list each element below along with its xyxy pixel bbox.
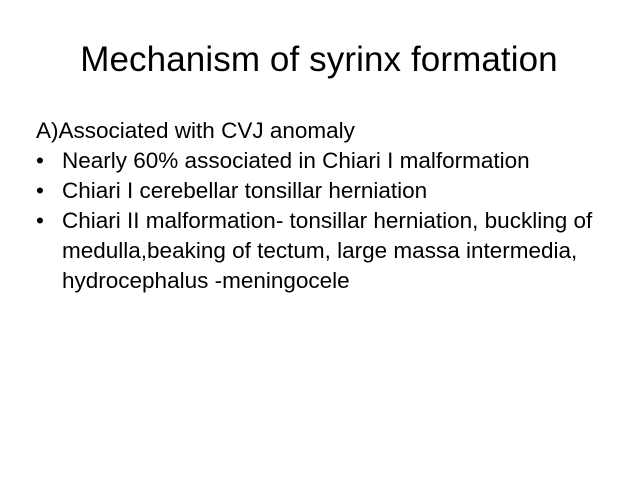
bullet-item xyxy=(36,176,616,206)
bullet-item xyxy=(36,146,616,176)
bullet-list xyxy=(36,146,616,296)
slide-title: Mechanism of syrinx formation xyxy=(80,40,558,79)
bullet-text: Nearly 60% associated in Chiari I malformation xyxy=(62,148,530,173)
bullet-item xyxy=(36,206,616,296)
bullet-text: Chiari I cerebellar tonsillar herniation xyxy=(62,178,428,203)
bullet-text: Chiari II malformation- tonsillar herniation, buckling of medulla,beaking of tectum, large massa intermedia, hydrocephalus -meningocele xyxy=(62,208,593,293)
bullet-icon: • xyxy=(36,208,44,233)
bullet-icon: • xyxy=(36,178,44,203)
bullet-icon: • xyxy=(36,148,44,173)
slide-body xyxy=(36,116,616,296)
lead-line: A)Associated with CVJ anomaly xyxy=(36,118,355,143)
